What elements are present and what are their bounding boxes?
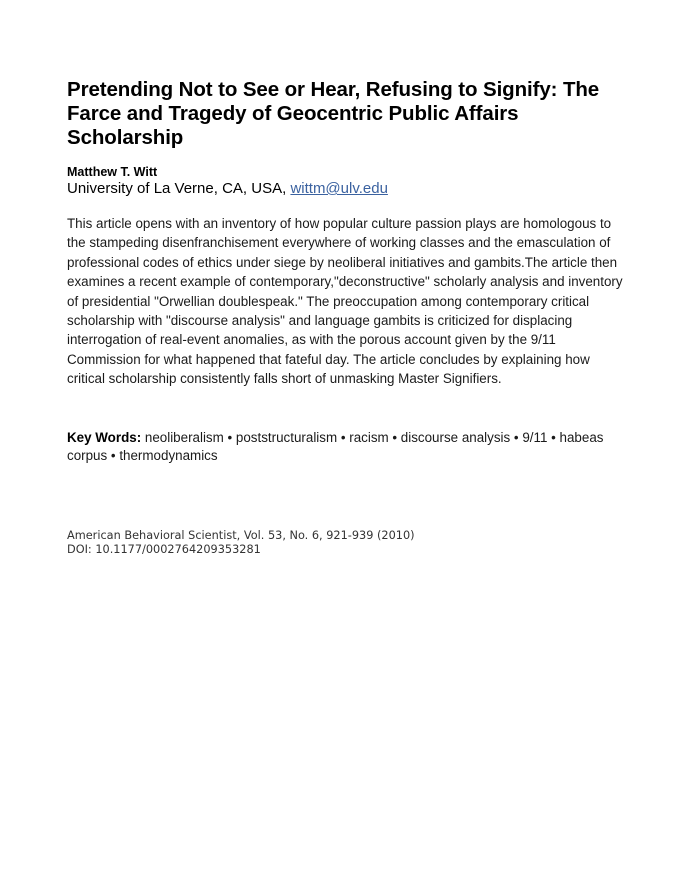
doi: DOI: 10.1177/0002764209353281 bbox=[67, 542, 261, 556]
citation-block bbox=[67, 529, 627, 557]
keywords-list: neoliberalism • poststructuralism • racism • discourse analysis • 9/11 • habeas corpus • thermodynamics bbox=[67, 429, 604, 463]
article-title: Pretending Not to See or Hear, Refusing to Signify: The Farce and Tragedy of Geocentric Public Affairs Scholarship bbox=[67, 78, 600, 149]
keywords-label: Key Words: bbox=[67, 429, 142, 445]
author-name: Matthew T. Witt bbox=[67, 165, 158, 179]
author-affiliation bbox=[67, 180, 627, 198]
affiliation-text: University of La Verne, CA, USA, bbox=[67, 180, 291, 197]
journal-citation: American Behavioral Scientist, Vol. 53, No. 6, 921-939 (2010) bbox=[67, 528, 415, 542]
abstract: This article opens with an inventory of how popular culture passion plays are homologous to the stampeding disenfranchisement everywhere of working classes and the emasculation of professional codes of ethics under siege by neoliberal initiatives and gambits.The article then examines a recent example of contemporary,"deconstructive" scholarly analysis and inventory of presidential "Orwellian doublespeak." The preoccupation among contemporary critical scholarship with "discourse analysis" and language gambits is criticized for displacing interrogation of real-event anomalies, as with the porous account given by the 9/11 Commission for what happened that fateful day. The article concludes by explaining how critical scholarship consistently falls short of unmasking Master Signifiers. bbox=[67, 216, 623, 387]
author-email-link[interactable]: wittm@ulv.edu bbox=[290, 180, 388, 197]
keywords bbox=[67, 429, 627, 465]
article-page bbox=[67, 78, 627, 557]
